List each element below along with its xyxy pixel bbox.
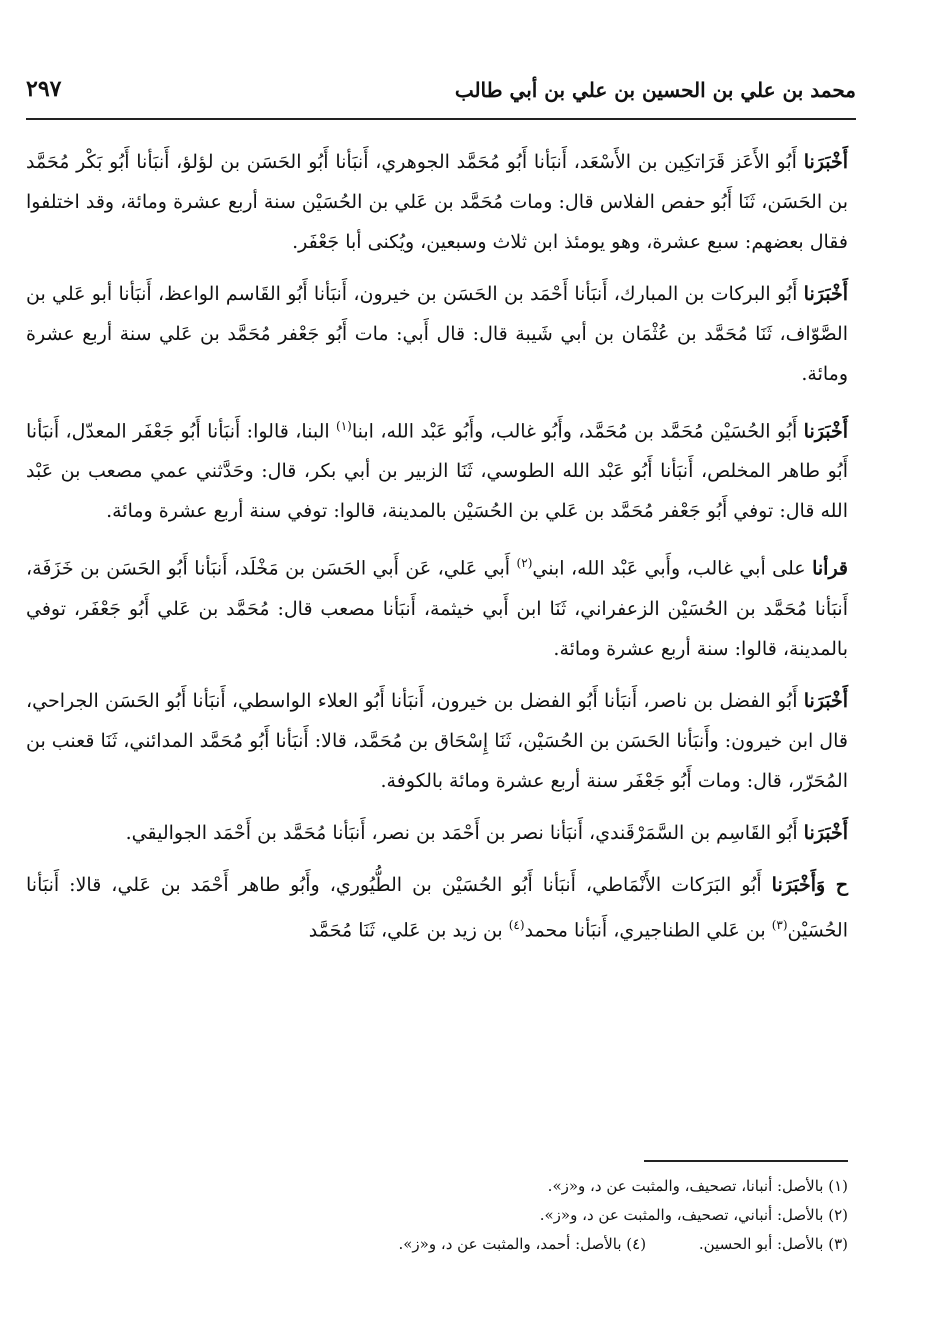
- page-header: [26, 74, 856, 120]
- footnote-ref-3: (٣): [771, 917, 788, 932]
- paragraph-1: [26, 142, 848, 262]
- paragraph-lead: قرأنا: [812, 557, 849, 580]
- footnote-3: (٣) بالأصل: أبو الحسين.: [698, 1235, 848, 1253]
- paragraph-lead: أَخْبَرَنا: [803, 420, 848, 443]
- paragraph-text-cont: أَبي عَلي، عَن أَبي الحَسَن بن مَخْلَد، أَنبَأنا أَبُو الحَسَن بن خَزَفَة، أَنبَأنا مُحَمَّد بن الحُسَيْن الزعفراني، ثَنَا ابن أَبي خيثمة، أَنبَأنا مصعب قال: مُحَمَّد بن عَلي أَبُو جَعْفَر، توفي بالمدينة، قالوا: سنة أربع عشرة ومائة.: [26, 557, 848, 660]
- main-text: [26, 142, 848, 962]
- footnote-divider: [644, 1160, 848, 1162]
- paragraph-4: [26, 543, 848, 668]
- paragraph-lead: أَخْبَرَنا: [803, 689, 849, 712]
- paragraph-text-cont: بن عَلي الطناجيري، أَنبَأنا محمد: [524, 918, 772, 941]
- paragraph-text: أَبُو الفضل بن ناصر، أَنبَأنا أَبُو الفضل بن خيرون، أَنبَأنا أَبُو العلاء الواسطي، أَنبَأنا أَبُو الحَسَن الجراحي، قال ابن خيرون: وأَنبَأنا الحَسَن بن الحُسَيْن، ثَنَا إِسْحَاق بن مُحَمَّد، قالا: أَنبَأنا أَبُو مُحَمَّد المدائني، ثَنَا قعنب بن المُحَرّر، قال: ومات أَبُو جَعْفَر سنة أربع عشرة ومائة بالكوفة.: [25, 689, 848, 792]
- paragraph-5: [26, 681, 848, 801]
- footnote-4: (٤) بالأصل: أحمد، والمثبت عن د، و«ز».: [398, 1235, 647, 1253]
- footnote-row-3: [26, 1230, 848, 1259]
- footnote-2: (٢) بالأصل: أنباني، تصحيف، والمثبت عن د، و«ز».: [539, 1206, 848, 1224]
- paragraph-text: أَبُو الأَعَز قَرَاتكِين بن الأَسْعَد، أَنبَأنا أَبُو مُحَمَّد الجوهري، أَنبَأنا أَبُو الحَسَن بن لؤلؤ، أَنبَأنا أَبُو بَكْر مُحَمَّد بن الحَسَن، ثَنَا أَبُو حفص الفلاس قال: ومات مُحَمَّد بن عَلي بن الحُسَيْن سنة أربع عشرة ومائة، وقد اختلفوا فقال بعضهم: سبع عشرة، وهو يومئذ ابن ثلاث وسبعين، ويُكنى أبا جَعْفَر.: [26, 151, 848, 253]
- paragraph-text: أَبُو الحُسَيْن مُحَمَّد بن مُحَمَّد، وأَبُو غالب، وأَبُو عَبْد الله، ابنا: [351, 420, 798, 443]
- paragraph-text: أَبُو البركات بن المبارك، أَنبَأنا أَحْمَد بن الحَسَن بن خيرون، أَنبَأنا أَبُو القَاسم الواعظ، أَنبَأنا أبو عَلي بن الصَّوّاف، ثَنَا مُحَمَّد بن عُثْمَان بن أبي شَيبة قال: قال أَبي: مات أَبُو جَعْفر مُحَمَّد بن عَلي سنة أربع عشرة ومائة.: [26, 283, 848, 385]
- paragraph-text: أَبُو القَاسِم بن السَّمَرْقَندي، أَنبَأنا نصر بن أَحْمَد بن نصر، أَنبَأنا مُحَمَّد بن أَحْمَد الجواليقي.: [125, 821, 798, 844]
- paragraph-3: [26, 406, 848, 531]
- paragraph-lead: أَخْبَرَنا: [803, 283, 848, 305]
- paragraph-lead: أَخْبَرَنا: [803, 821, 848, 844]
- running-title: محمد بن علي بن الحسين بن علي بن أبي طالب: [454, 78, 856, 102]
- page-number: ٢٩٧: [26, 76, 62, 102]
- footnote-ref-2: (٢): [516, 556, 533, 571]
- footnotes: [26, 1172, 848, 1259]
- paragraph-lead: ح وَأَخْبَرَنا: [771, 873, 849, 896]
- footnote-1: (١) بالأصل: أنبانا، تصحيف، والمثبت عن د، و«ز».: [547, 1177, 848, 1195]
- paragraph-text-cont: بن زيد بن عَلي، ثَنَا مُحَمَّد: [308, 918, 509, 941]
- paragraph-text-cont: البنا، قالوا: أَنبَأنا أَبُو جَعْفَر المعدّل، أَنبَأنا أَبُو طاهر المخلص، أَنبَأنا أَبُو عَبْد الله الطوسي، ثَنَا الزبير بن أبي بكر، قال: وحَدَّثني عمي مصعب بن عَبْد الله قال: توفي أَبُو جَعْفر مُحَمَّد بن عَلي بن الحُسَيْن بالمدينة، قالوا: توفي سنة أربع عشرة ومائة.: [26, 420, 848, 523]
- paragraph-text: على أبي غالب، وأَبي عَبْد الله، ابني: [532, 557, 806, 580]
- paragraph-7: [26, 865, 848, 950]
- paragraph-2: [26, 274, 848, 394]
- paragraph-6: [26, 813, 848, 853]
- footnote-ref-4: (٤): [508, 917, 525, 932]
- paragraph-lead: أَخْبَرَنا: [803, 151, 849, 173]
- footnote-ref-1: (١): [336, 419, 352, 433]
- paragraph-text: أَبُو البَرَكات الأَنْمَاطي، أَنبَأنا أَبُو الحُسَيْن بن الطُّيُوري، وأَبُو طاهر أَحْمَد بن عَلي، قالا: أَنبَأنا الحُسَيْن: [26, 873, 848, 941]
